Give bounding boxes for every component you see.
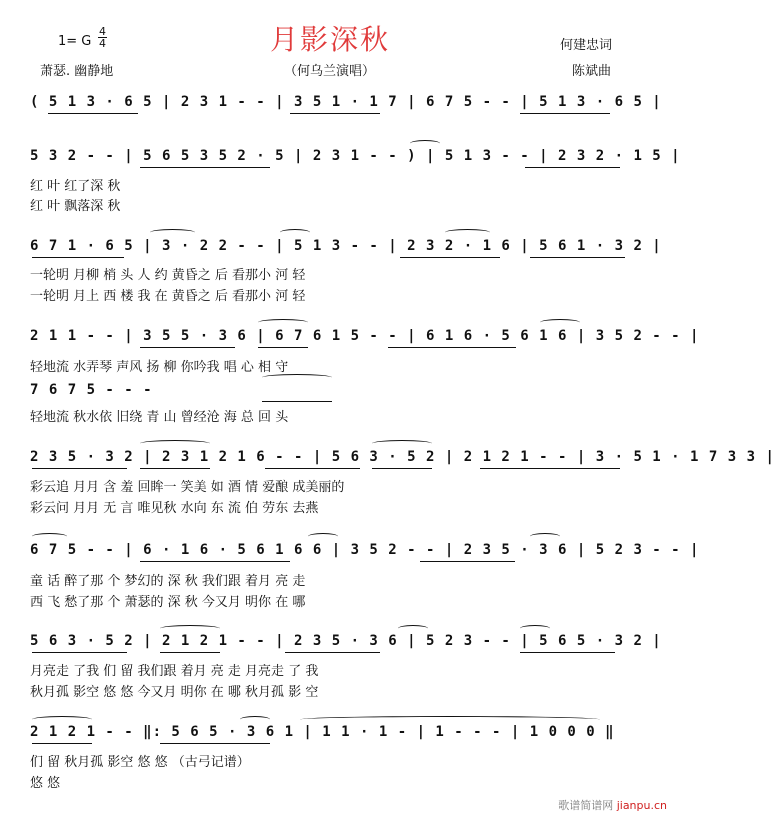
notation-row-8: 2 1 2 1 - - ‖: 5 6 5 · 3 6 1 | 1 1 · 1 - | 1 - - - | 1 0 0 0 ‖ [30,724,615,740]
beat-underline [160,652,220,653]
notation-row-3: 6 7 1 · 6 5 | 3 · 2 2 - - | 5 1 3 - - | 2 3 2 · 1 6 | 5 6 1 · 3 2 | [30,238,662,254]
time-signature-top: 4 [99,25,106,38]
beat-underline [262,401,332,402]
notation-row-6: 6 7 5 - - | 6 · 1 6 · 5 6 1 6 6 | 3 5 2 - - | 2 3 5 · 3 6 | 5 2 3 - - | [30,542,700,558]
time-signature-bottom: 4 [99,37,106,50]
singer-credit: （何乌兰演唱） [284,64,376,79]
beat-underline [32,652,127,653]
slur-mark [372,440,432,447]
slur-mark [520,625,550,632]
site-watermark [558,797,667,813]
beat-underline [285,652,380,653]
lyric-row-6-verse-1: 童 话 醉了那 个 梦幻的 深 秋 我们跟 着月 亮 走 [30,574,306,589]
lyric-row-2-verse-2: 红 叶 飘落深 秋 [30,199,121,214]
tie-mark [300,716,600,723]
beat-underline [140,468,210,469]
lyric-row-3-verse-2: 一轮明 月上 西 楼 我 在 黄昏之 后 看那小 河 轻 [30,289,306,304]
beat-underline [400,257,500,258]
lyric-row-4-verse-2: 轻地流 秋水依 旧绕 青 山 曾经沧 海 总 回 头 [30,410,289,425]
notation-row-5: 2 3 5 · 3 2 | 2 3 1 2 1 6 - - | 5 6 3 · 5 2 | 2 1 2 1 - - | 3 · 5 1 · 1 7 3 3 | [30,449,775,465]
lyric-row-2-verse-1: 红 叶 红了深 秋 [30,179,121,194]
slur-mark [280,229,310,236]
slur-mark [32,716,92,723]
lyric-row-5-verse-1: 彩云追 月月 含 羞 回眸一 笑美 如 酒 情 爱酿 成美丽的 [30,480,345,495]
performance-style: 萧瑟. 幽静地 [40,64,114,79]
lyricist-credit: 何建忠词 [560,38,613,53]
notation-row-1: ( 5 1 3 · 6 5 | 2 3 1 - - | 3 5 1 · 1 7 | 6 7 5 - - | 5 1 3 · 6 5 | [30,94,662,110]
slur-mark [530,533,560,540]
lyric-row-8-verse-2: 悠 悠 [30,776,61,791]
beat-underline [525,167,620,168]
lyric-row-8-verse-1: 们 留 秋月孤 影空 悠 悠 （古弓记谱） [30,755,250,770]
slur-mark [32,533,67,540]
lyric-row-3-verse-1: 一轮明 月柳 梢 头 人 约 黄昏之 后 看那小 河 轻 [30,268,306,283]
lyric-row-4-verse-1: 轻地流 水弄琴 声风 扬 柳 你吟我 唱 心 相 守 [30,360,289,375]
slur-mark [240,716,270,723]
notation-row-4-alt: 7 6 7 5 - - - [30,382,153,398]
slur-mark [308,533,338,540]
beat-underline [420,561,515,562]
watermark-prefix: 歌谱简谱网 [558,799,614,812]
beat-underline [140,167,270,168]
lyric-row-6-verse-2: 西 飞 愁了那 个 萧瑟的 深 秋 今又月 明你 在 哪 [30,595,306,610]
notation-row-4: 2 1 1 - - | 3 5 5 · 3 6 | 6 7 6 1 5 - - | 6 1 6 · 5 6 1 6 | 3 5 2 - - | [30,328,700,344]
beat-underline [258,347,308,348]
beat-underline [388,347,516,348]
beat-underline [160,743,270,744]
beat-underline [480,468,620,469]
notation-row-7: 5 6 3 · 5 2 | 2 1 2 1 - - | 2 3 5 · 3 6 | 5 2 3 - - | 5 6 5 · 3 2 | [30,633,662,649]
lyric-row-7-verse-1: 月亮走 了我 们 留 我们跟 着月 亮 走 月亮走 了 我 [30,664,319,679]
beat-underline [372,468,432,469]
slur-mark [140,440,210,447]
beat-underline [530,257,625,258]
slur-mark [258,319,308,326]
composer-credit: 陈斌曲 [572,64,612,79]
slur-mark [398,625,428,632]
lyric-row-5-verse-2: 彩云问 月月 无 言 唯见秋 水向 东 流 伯 劳东 去燕 [30,501,319,516]
key-signature: 1= G [58,34,92,49]
slur-mark [262,374,332,381]
beat-underline [140,347,235,348]
beat-underline [520,652,615,653]
beat-underline [265,468,360,469]
time-signature [98,26,107,49]
slur-mark [540,319,580,326]
slur-mark [150,229,195,236]
page-title: 月影深秋 [270,23,391,56]
slur-mark [445,229,490,236]
beat-underline [290,113,380,114]
beat-underline [32,743,92,744]
beat-underline [32,257,124,258]
slur-mark [410,140,440,147]
beat-underline [140,561,290,562]
watermark-url: jianpu.cn [616,799,667,812]
slur-mark [160,625,220,632]
beat-underline [48,113,138,114]
notation-row-2: 5 3 2 - - | 5 6 5 3 5 2 · 5 | 2 3 1 - - ) | 5 1 3 - - | 2 3 2 · 1 5 | [30,148,681,164]
lyric-row-7-verse-2: 秋月孤 影空 悠 悠 今又月 明你 在 哪 秋月孤 影 空 [30,685,319,700]
beat-underline [32,468,127,469]
beat-underline [520,113,610,114]
